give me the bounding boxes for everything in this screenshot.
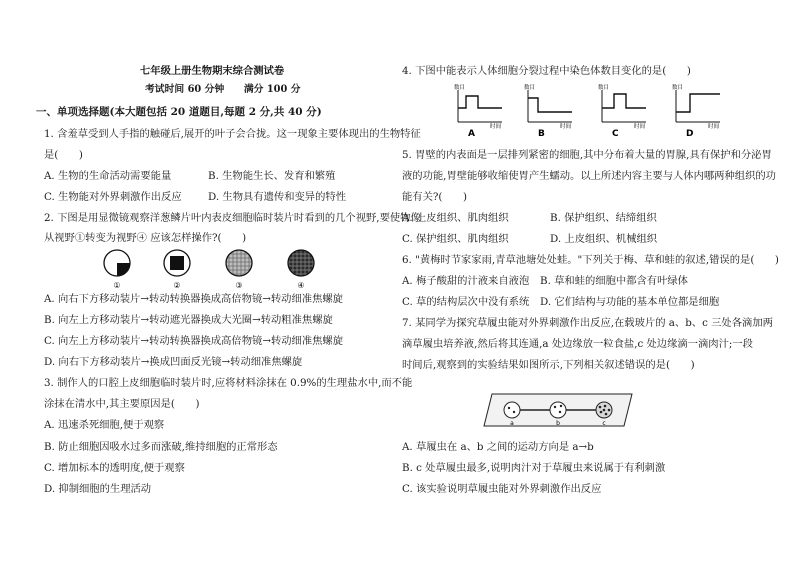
q5-stem-line3: 能有关?( ): [402, 191, 468, 203]
section-heading: 一、单项选择题(本大题包括 20 道题目,每题 2 分,共 40 分): [36, 106, 322, 118]
q3-stem-line1: 3. 制作人的口腔上皮细胞临时装片时,应将材料涂抹在 0.9%的生理盐水中,而不能: [44, 377, 413, 389]
q5-stem-line1: 5. 胃壁的内表面是一层排列紧密的细胞,其中分布着大量的胃腺,具有保护和分泌胃: [402, 149, 772, 161]
q2-stem-line1: 2. 下图是用显微镜观察洋葱鳞片叶内表皮细胞临时装片时看到的几个视野,要使物像: [44, 212, 421, 224]
q7-stem-line3: 时间后,观察到的实验结果如图所示,下列相关叙述错误的是( ): [402, 359, 695, 371]
q6-option-c: C. 草的结构层次中没有系统: [402, 296, 530, 308]
field-4: [288, 250, 314, 276]
drop-label-a: a: [510, 420, 514, 427]
q5-option-b: B. 保护组织、结缔组织: [550, 212, 657, 224]
q3-option-c: C. 增加标本的透明度,便于观察: [44, 462, 185, 474]
q4-stem: 4. 下图中能表示人体细胞分裂过程中染色体数目变化的是( ): [402, 65, 691, 77]
field-2: [164, 250, 190, 276]
graph-d: [676, 90, 720, 122]
field-label-1: ①: [113, 281, 121, 290]
drop-a: [504, 402, 520, 418]
q5-option-c: C. 保护组织、肌肉组织: [402, 233, 509, 245]
drop-label-b: b: [556, 420, 560, 427]
q6-option-a: A. 梅子酸甜的汁液来自液泡: [402, 275, 530, 287]
graph-b-label: B: [538, 129, 545, 138]
q3-option-a: A. 迅速杀死细胞,便于观察: [44, 419, 165, 431]
q7-stem-line1: 7. 某同学为探究草履虫能对外界刺激作出反应,在载玻片的 a、b、c 三处各滴加两: [402, 317, 773, 329]
paramecium-slide-figure: [478, 390, 638, 430]
graph-b: [528, 90, 572, 122]
q3-option-d: D. 抑制细胞的生理活动: [44, 483, 152, 495]
graph-c-ylabel: 数目: [598, 85, 610, 91]
graph-b-ylabel: 数目: [524, 85, 536, 91]
graph-c-label: C: [612, 129, 619, 138]
q5-option-a: A. 上皮组织、肌肉组织: [402, 212, 509, 224]
q5-option-d: D. 上皮组织、机械组织: [550, 233, 658, 245]
q2-option-c: C. 向左上方移动装片→转动转换器换成高倍物镜→转动细准焦螺旋: [44, 335, 344, 347]
q6-option-b: B. 草和蛙的细胞中都含有叶绿体: [540, 275, 688, 287]
field-label-4: ④: [297, 281, 305, 290]
exam-title: 七年级上册生物期末综合测试卷: [140, 65, 285, 77]
q7-stem-line2: 滴草履虫培养液,然后将其连通,a 处边缘放一粒食盐,c 处边缘滴一滴肉汁;一段: [402, 338, 753, 350]
q2-option-a: A. 向右下方移动装片→转动转换器换成高倍物镜→转动细准焦螺旋: [44, 293, 343, 305]
q3-option-b: B. 防止细胞因吸水过多而涨破,维持细胞的正常形态: [44, 441, 278, 453]
q2-option-d: D. 向右下方移动装片→换成凹面反光镜→转动细准焦螺旋: [44, 356, 303, 368]
graph-b-xlabel: 时间: [560, 124, 572, 130]
microscope-fields-figure: [99, 248, 325, 290]
chromosome-graphs-figure: [454, 82, 734, 138]
q1-option-b: B. 生物能生长、发育和繁殖: [208, 170, 336, 182]
q7-option-b: B. c 处草履虫最多,说明肉汁对于草履虫来说属于有利刺激: [402, 462, 666, 474]
q1-option-d: D. 生物具有遗传和变异的特性: [208, 191, 346, 203]
drop-c: [596, 402, 612, 418]
graph-d-ylabel: 数目: [672, 85, 684, 91]
graph-d-xlabel: 时间: [708, 124, 720, 130]
drop-label-c: c: [602, 420, 606, 427]
field-label-2: ②: [173, 281, 181, 290]
q6-option-d: D. 它们结构与功能的基本单位都是细胞: [540, 296, 720, 308]
q1-option-c: C. 生物能对外界刺激作出反应: [44, 191, 182, 203]
graph-a-xlabel: 时间: [490, 124, 502, 130]
q1-stem-line1: 1. 含羞草受到人手指的触碰后,展开的叶子会合拢。这一现象主要体现出的生物特征: [44, 128, 421, 140]
field-1: [104, 250, 130, 276]
q5-stem-line2: 液的功能,胃壁能够收缩使胃产生蠕动。以上所述内容主要与人体内哪两种组织的功: [402, 170, 776, 182]
q3-stem-line2: 涂抹在清水中,其主要原因是( ): [44, 398, 200, 410]
drop-b: [550, 402, 566, 418]
q1-option-a: A. 生物的生命活动需要能量: [44, 170, 172, 182]
q6-stem: 6. "黄梅时节家家雨,青草池塘处处蛙。"下列关于梅、草和蛙的叙述,错误的是( ): [402, 254, 779, 266]
exam-subtitle: 考试时间 60 分钟 满分 100 分: [145, 84, 301, 95]
q7-option-c: C. 该实验说明草履虫能对外界刺激作出反应: [402, 483, 602, 495]
graph-a: [458, 90, 502, 122]
graph-c-xlabel: 时间: [634, 124, 646, 130]
field-3: [226, 250, 252, 276]
field-label-3: ③: [235, 281, 243, 290]
graph-d-label: D: [686, 129, 694, 138]
q2-option-b: B. 向左上方移动装片→转动遮光器换成大光圈→转动粗准焦螺旋: [44, 314, 333, 326]
graph-a-label: A: [468, 129, 475, 138]
graph-a-ylabel: 数目: [454, 85, 466, 91]
q7-option-a: A. 草履虫在 a、b 之间的运动方向是 a→b: [402, 441, 594, 453]
q2-stem-line2: 从视野①转变为视野④ 应该怎样操作?( ): [44, 232, 247, 244]
graph-c: [602, 90, 646, 122]
q1-stem-line2: 是( ): [44, 149, 83, 161]
